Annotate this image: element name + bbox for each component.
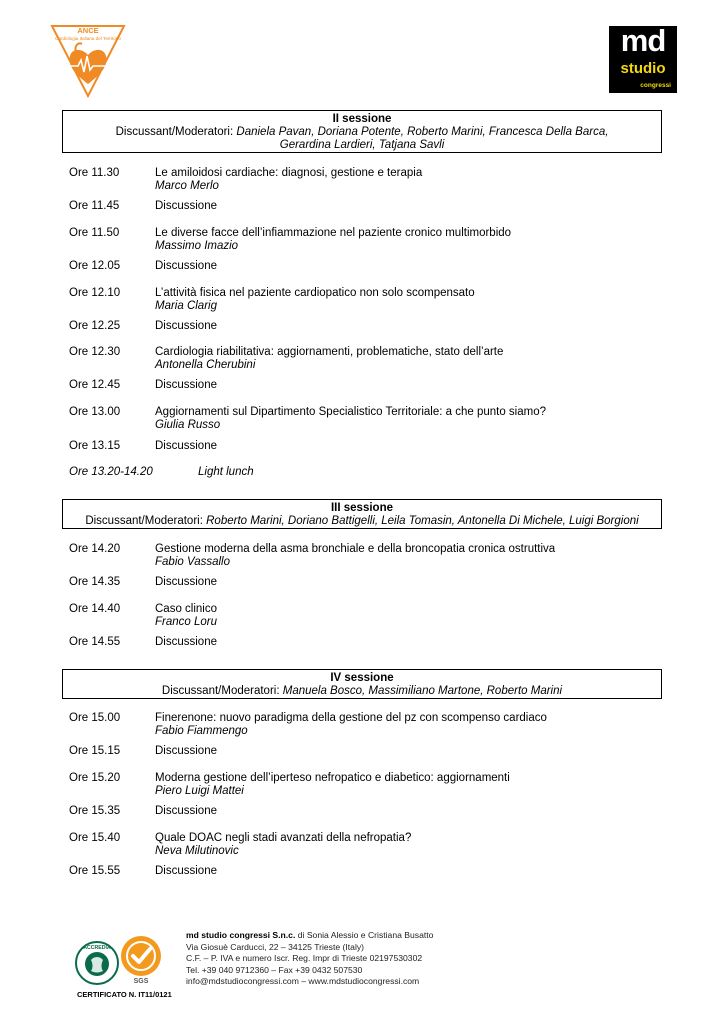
session-box (62, 669, 662, 699)
item-time: Ore 15.55 (69, 865, 121, 877)
item-speaker: Marco Merlo (155, 180, 219, 192)
lunch-label: Light lunch (198, 466, 254, 478)
lunch-time: Ore 13.20-14.20 (69, 466, 153, 478)
moderators-label: Discussant/Moderatori: (115, 126, 234, 138)
item-title: Aggiornamenti sul Dipartimento Specialistico Territoriale: a che punto siamo? (155, 406, 546, 418)
item-time: Ore 14.20 (69, 543, 121, 555)
session-title: II sessione (332, 113, 392, 125)
md-studio-logo (609, 23, 677, 93)
item-time: Ore 12.05 (69, 260, 121, 272)
item-title: Gestione moderna della asma bronchiale e della broncopatia cronica ostruttiva (155, 543, 556, 555)
certificate-number: CERTIFICATO N. IT11/0121 (77, 990, 172, 999)
moderators-names: Roberto Marini, Doriano Battigelli, Leila Tomasin, Antonella Di Michele, Luigi Borgioni (206, 515, 639, 527)
item-time: Ore 12.10 (69, 287, 121, 299)
accredia-logo (74, 940, 120, 986)
sgs-label: SGS (133, 978, 149, 984)
item-speaker: Fabio Fiammengo (155, 725, 248, 737)
item-title: Le amiloidosi cardiache: diagnosi, gestione e terapia (155, 167, 423, 179)
item-time: Ore 12.45 (69, 379, 121, 391)
item-title: Caso clinico (155, 603, 217, 615)
item-title: Cardiologia riabilitativa: aggiornamenti, problematiche, stato dell’arte (155, 346, 504, 358)
item-time: Ore 12.25 (69, 320, 121, 332)
item-speaker: Fabio Vassallo (155, 556, 231, 568)
session-box (62, 499, 662, 529)
md-logo-line2: studio (620, 60, 666, 77)
session-title: III sessione (330, 502, 393, 514)
ance-logo (50, 24, 126, 98)
item-time: Ore 15.00 (69, 712, 121, 724)
item-speaker: Franco Loru (155, 616, 218, 628)
accredia-label: ACCREDIA (83, 945, 111, 951)
item-title: Discussione (155, 379, 217, 391)
md-logo-line1: md (620, 23, 666, 58)
item-speaker: Massimo Imazio (155, 240, 239, 252)
item-title: Quale DOAC negli stadi avanzati della nefropatia? (155, 832, 412, 844)
item-time: Ore 11.45 (69, 200, 120, 212)
heart-ecg-icon (70, 43, 107, 84)
item-title: Discussione (155, 260, 217, 272)
item-time: Ore 14.40 (69, 603, 121, 615)
company-phone: Tel. +39 040 9712360 – Fax +39 0432 507530 (186, 964, 363, 975)
item-title: Discussione (155, 440, 217, 452)
moderators-label: Discussant/Moderatori: (85, 515, 203, 527)
company-contacts[interactable]: info@mdstudiocongressi.com – www.mdstudiocongressi.com (186, 976, 420, 987)
item-title: Moderna gestione dell’iperteso nefropatico e diabetico: aggiornamenti (155, 772, 510, 784)
company-tax-info: C.F. – P. IVA e numero Iscr. Reg. Impr di Trieste 02197530302 (186, 953, 423, 964)
company-name: md studio congressi S.n.c. (186, 930, 296, 940)
item-title: Discussione (155, 576, 217, 588)
item-speaker: Neva Milutinovic (155, 845, 239, 857)
session-box (62, 110, 662, 153)
item-speaker: Piero Luigi Mattei (155, 785, 244, 797)
item-time: Ore 13.15 (69, 440, 121, 452)
item-time: Ore 14.35 (69, 576, 121, 588)
item-title: Discussione (155, 745, 217, 757)
moderators-names: Manuela Bosco, Massimiliano Martone, Roberto Marini (282, 685, 563, 697)
moderators-label: Discussant/Moderatori: (161, 685, 280, 697)
ance-logo-subtitle: Cardiologia Italiana del Territorio (55, 36, 121, 41)
moderators-names: Gerardina Lardieri, Tatjana Savli (279, 139, 445, 151)
sgs-certification-logo (117, 932, 165, 984)
item-title: Le diverse facce dell’infiammazione nel paziente cronico multimorbido (155, 227, 512, 239)
item-time: Ore 15.40 (69, 832, 121, 844)
item-speaker: Maria Clarig (155, 300, 217, 312)
ance-logo-name: ANCE (77, 26, 99, 35)
item-title: Finerenone: nuovo paradigma della gestione del pz con scompenso cardiaco (155, 712, 547, 724)
item-title: L’attività fisica nel paziente cardiopatico non solo scompensato (155, 287, 475, 299)
item-title: Discussione (155, 865, 217, 877)
session-title: IV sessione (330, 672, 394, 684)
item-time: Ore 13.00 (69, 406, 121, 418)
item-time: Ore 11.50 (69, 227, 120, 239)
item-time: Ore 11.30 (69, 167, 120, 179)
company-owners: di Sonia Alessio e Cristiana Busatto (295, 930, 434, 940)
item-title: Discussione (155, 805, 217, 817)
lunch-break (69, 466, 254, 479)
item-time: Ore 15.20 (69, 772, 121, 784)
item-time: Ore 14.55 (69, 636, 121, 648)
item-time: Ore 15.15 (69, 745, 121, 757)
company-info (186, 930, 433, 988)
item-speaker: Antonella Cherubini (155, 359, 256, 371)
item-title: Discussione (155, 636, 217, 648)
item-time: Ore 12.30 (69, 346, 121, 358)
company-address: Via Giosuè Carducci, 22 – 34125 Trieste (Italy) (186, 941, 365, 952)
moderators-names: Daniela Pavan, Doriana Potente, Roberto Marini, Francesca Della Barca, (236, 126, 609, 138)
item-title: Discussione (155, 200, 217, 212)
item-title: Discussione (155, 320, 217, 332)
item-time: Ore 15.35 (69, 805, 121, 817)
md-logo-line3: congressi (640, 82, 671, 89)
item-speaker: Giulia Russo (155, 419, 221, 431)
